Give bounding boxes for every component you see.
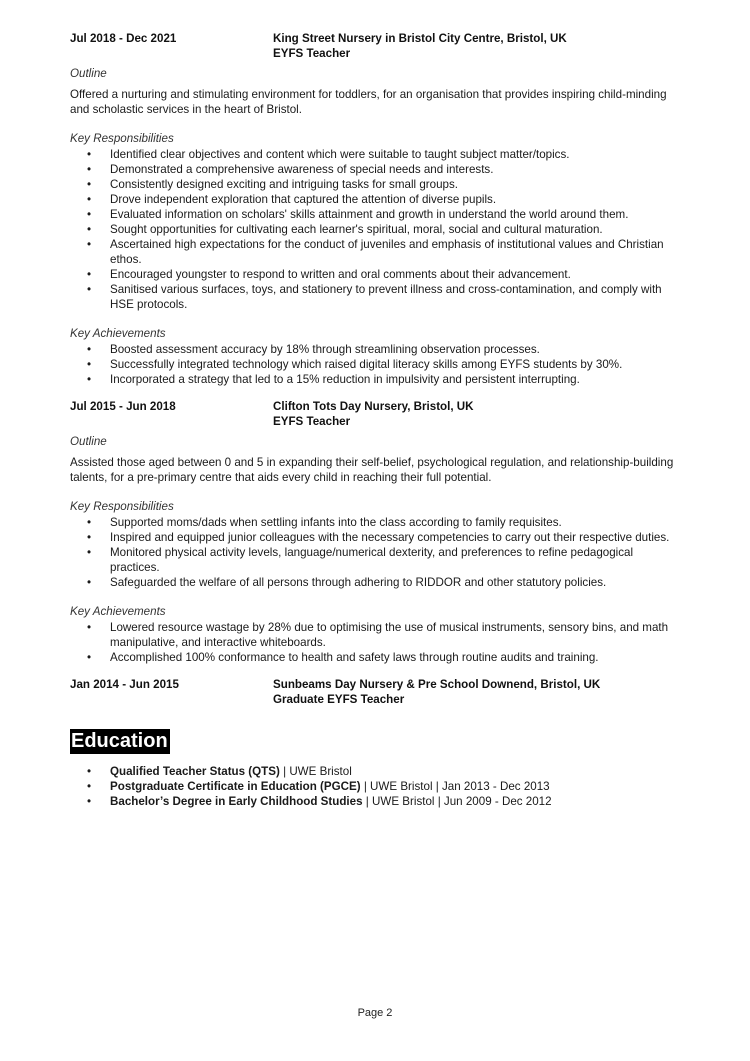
job-employer: Sunbeams Day Nursery & Pre School Downend, Bristol, UK — [273, 678, 601, 691]
job-org-block — [273, 399, 685, 429]
job-org-block — [273, 677, 685, 707]
responsibilities-label: Key Responsibilities — [70, 500, 174, 513]
job-role: EYFS Teacher — [273, 47, 351, 60]
list-item: • Sanitised various surfaces, toys, and stationery to prevent illness and cross-contamination, and comply with HSE protocols. — [70, 282, 685, 312]
list-item: • Boosted assessment accuracy by 18% through streamlining observation processes. — [70, 342, 685, 357]
qualification-name: Postgraduate Certificate in Education (PGCE) — [110, 780, 361, 793]
job-dates: Jul 2015 - Jun 2018 — [70, 400, 176, 413]
qualification-details: | UWE Bristol | Jun 2009 - Dec 2012 — [362, 795, 552, 808]
education-item — [70, 764, 685, 779]
responsibilities-label: Key Responsibilities — [70, 132, 174, 145]
education-section — [70, 707, 685, 809]
qualification-name: Bachelor’s Degree in Early Childhood Studies — [110, 795, 363, 808]
outline-label: Outline — [70, 67, 107, 80]
section-heading: Education — [71, 730, 168, 752]
list-item: • Evaluated information on scholars' skills attainment and growth in understand the world around them. — [70, 207, 685, 222]
achievements-list — [70, 342, 685, 387]
job-org-block — [273, 31, 685, 61]
list-item: • Sought opportunities for cultivating each learner's spiritual, moral, social and cultural maturation. — [70, 222, 685, 237]
list-item: • Inspired and equipped junior colleagues with the necessary competencies to carry out their respective duties. — [70, 530, 685, 545]
page-number: Page 2 — [357, 1007, 393, 1019]
list-item: • Successfully integrated technology which raised digital literacy skills among EYFS students by 30%. — [70, 357, 685, 372]
list-item: • Incorporated a strategy that led to a 15% reduction in impulsivity and persistent interrupting. — [70, 372, 685, 387]
job-entry — [70, 399, 685, 665]
job-employer: King Street Nursery in Bristol City Centre, Bristol, UK — [273, 32, 567, 45]
job-header — [70, 399, 685, 429]
list-item: • Safeguarded the welfare of all persons through adhering to RIDDOR and other statutory policies. — [70, 575, 685, 590]
job-role: Graduate EYFS Teacher — [273, 693, 405, 706]
education-item — [70, 779, 685, 794]
outline-text: Offered a nurturing and stimulating environment for toddlers, for an organisation that provides inspiring child-minding and scholastic services in the heart of Bristol. — [70, 88, 667, 116]
education-list — [70, 764, 685, 809]
list-item: • Consistently designed exciting and intriguing tasks for small groups. — [70, 177, 685, 192]
list-item: • Demonstrated a comprehensive awareness of special needs and interests. — [70, 162, 685, 177]
job-dates: Jul 2018 - Dec 2021 — [70, 32, 177, 45]
responsibilities-list — [70, 147, 685, 312]
list-item: • Monitored physical activity levels, language/numerical dexterity, and preferences to refine pedagogical practices. — [70, 545, 685, 575]
resume-page — [70, 31, 685, 809]
spacer — [70, 665, 685, 677]
job-dates: Jan 2014 - Jun 2015 — [70, 678, 179, 691]
achievements-label: Key Achievements — [70, 605, 166, 618]
job-header — [70, 677, 685, 707]
qualification-details: | UWE Bristol | Jan 2013 - Dec 2013 — [360, 780, 550, 793]
education-item — [70, 794, 685, 809]
achievements-label: Key Achievements — [70, 327, 166, 340]
job-header — [70, 31, 685, 61]
spacer — [70, 387, 685, 399]
qualification-name: Qualified Teacher Status (QTS) — [110, 765, 280, 778]
job-role: EYFS Teacher — [273, 415, 351, 428]
job-entry — [70, 677, 685, 707]
list-item: • Lowered resource wastage by 28% due to optimising the use of musical instruments, sensory bins, and math manipulative, and interactive whiteboards. — [70, 620, 685, 650]
list-item: • Ascertained high expectations for the conduct of juveniles and emphasis of institutional values and Christian ethos. — [70, 237, 685, 267]
list-item: • Identified clear objectives and content which were suitable to taught subject matter/topics. — [70, 147, 685, 162]
job-entry — [70, 31, 685, 387]
list-item: • Accomplished 100% conformance to health and safety laws through routine audits and training. — [70, 650, 685, 665]
list-item: • Supported moms/dads when settling infants into the class according to family requisites. — [70, 515, 685, 530]
list-item: • Drove independent exploration that captured the attention of diverse pupils. — [70, 192, 685, 207]
responsibilities-list — [70, 515, 685, 590]
qualification-details: | UWE Bristol — [279, 765, 352, 778]
list-item: • Encouraged youngster to respond to written and oral comments about their advancement. — [70, 267, 685, 282]
outline-label: Outline — [70, 435, 107, 448]
outline-text: Assisted those aged between 0 and 5 in expanding their self-belief, psychological regulation, and relationship-building talents, for a pre-primary centre that aids every child in reaching their full potential. — [70, 456, 674, 484]
job-employer: Clifton Tots Day Nursery, Bristol, UK — [273, 400, 474, 413]
achievements-list — [70, 620, 685, 665]
